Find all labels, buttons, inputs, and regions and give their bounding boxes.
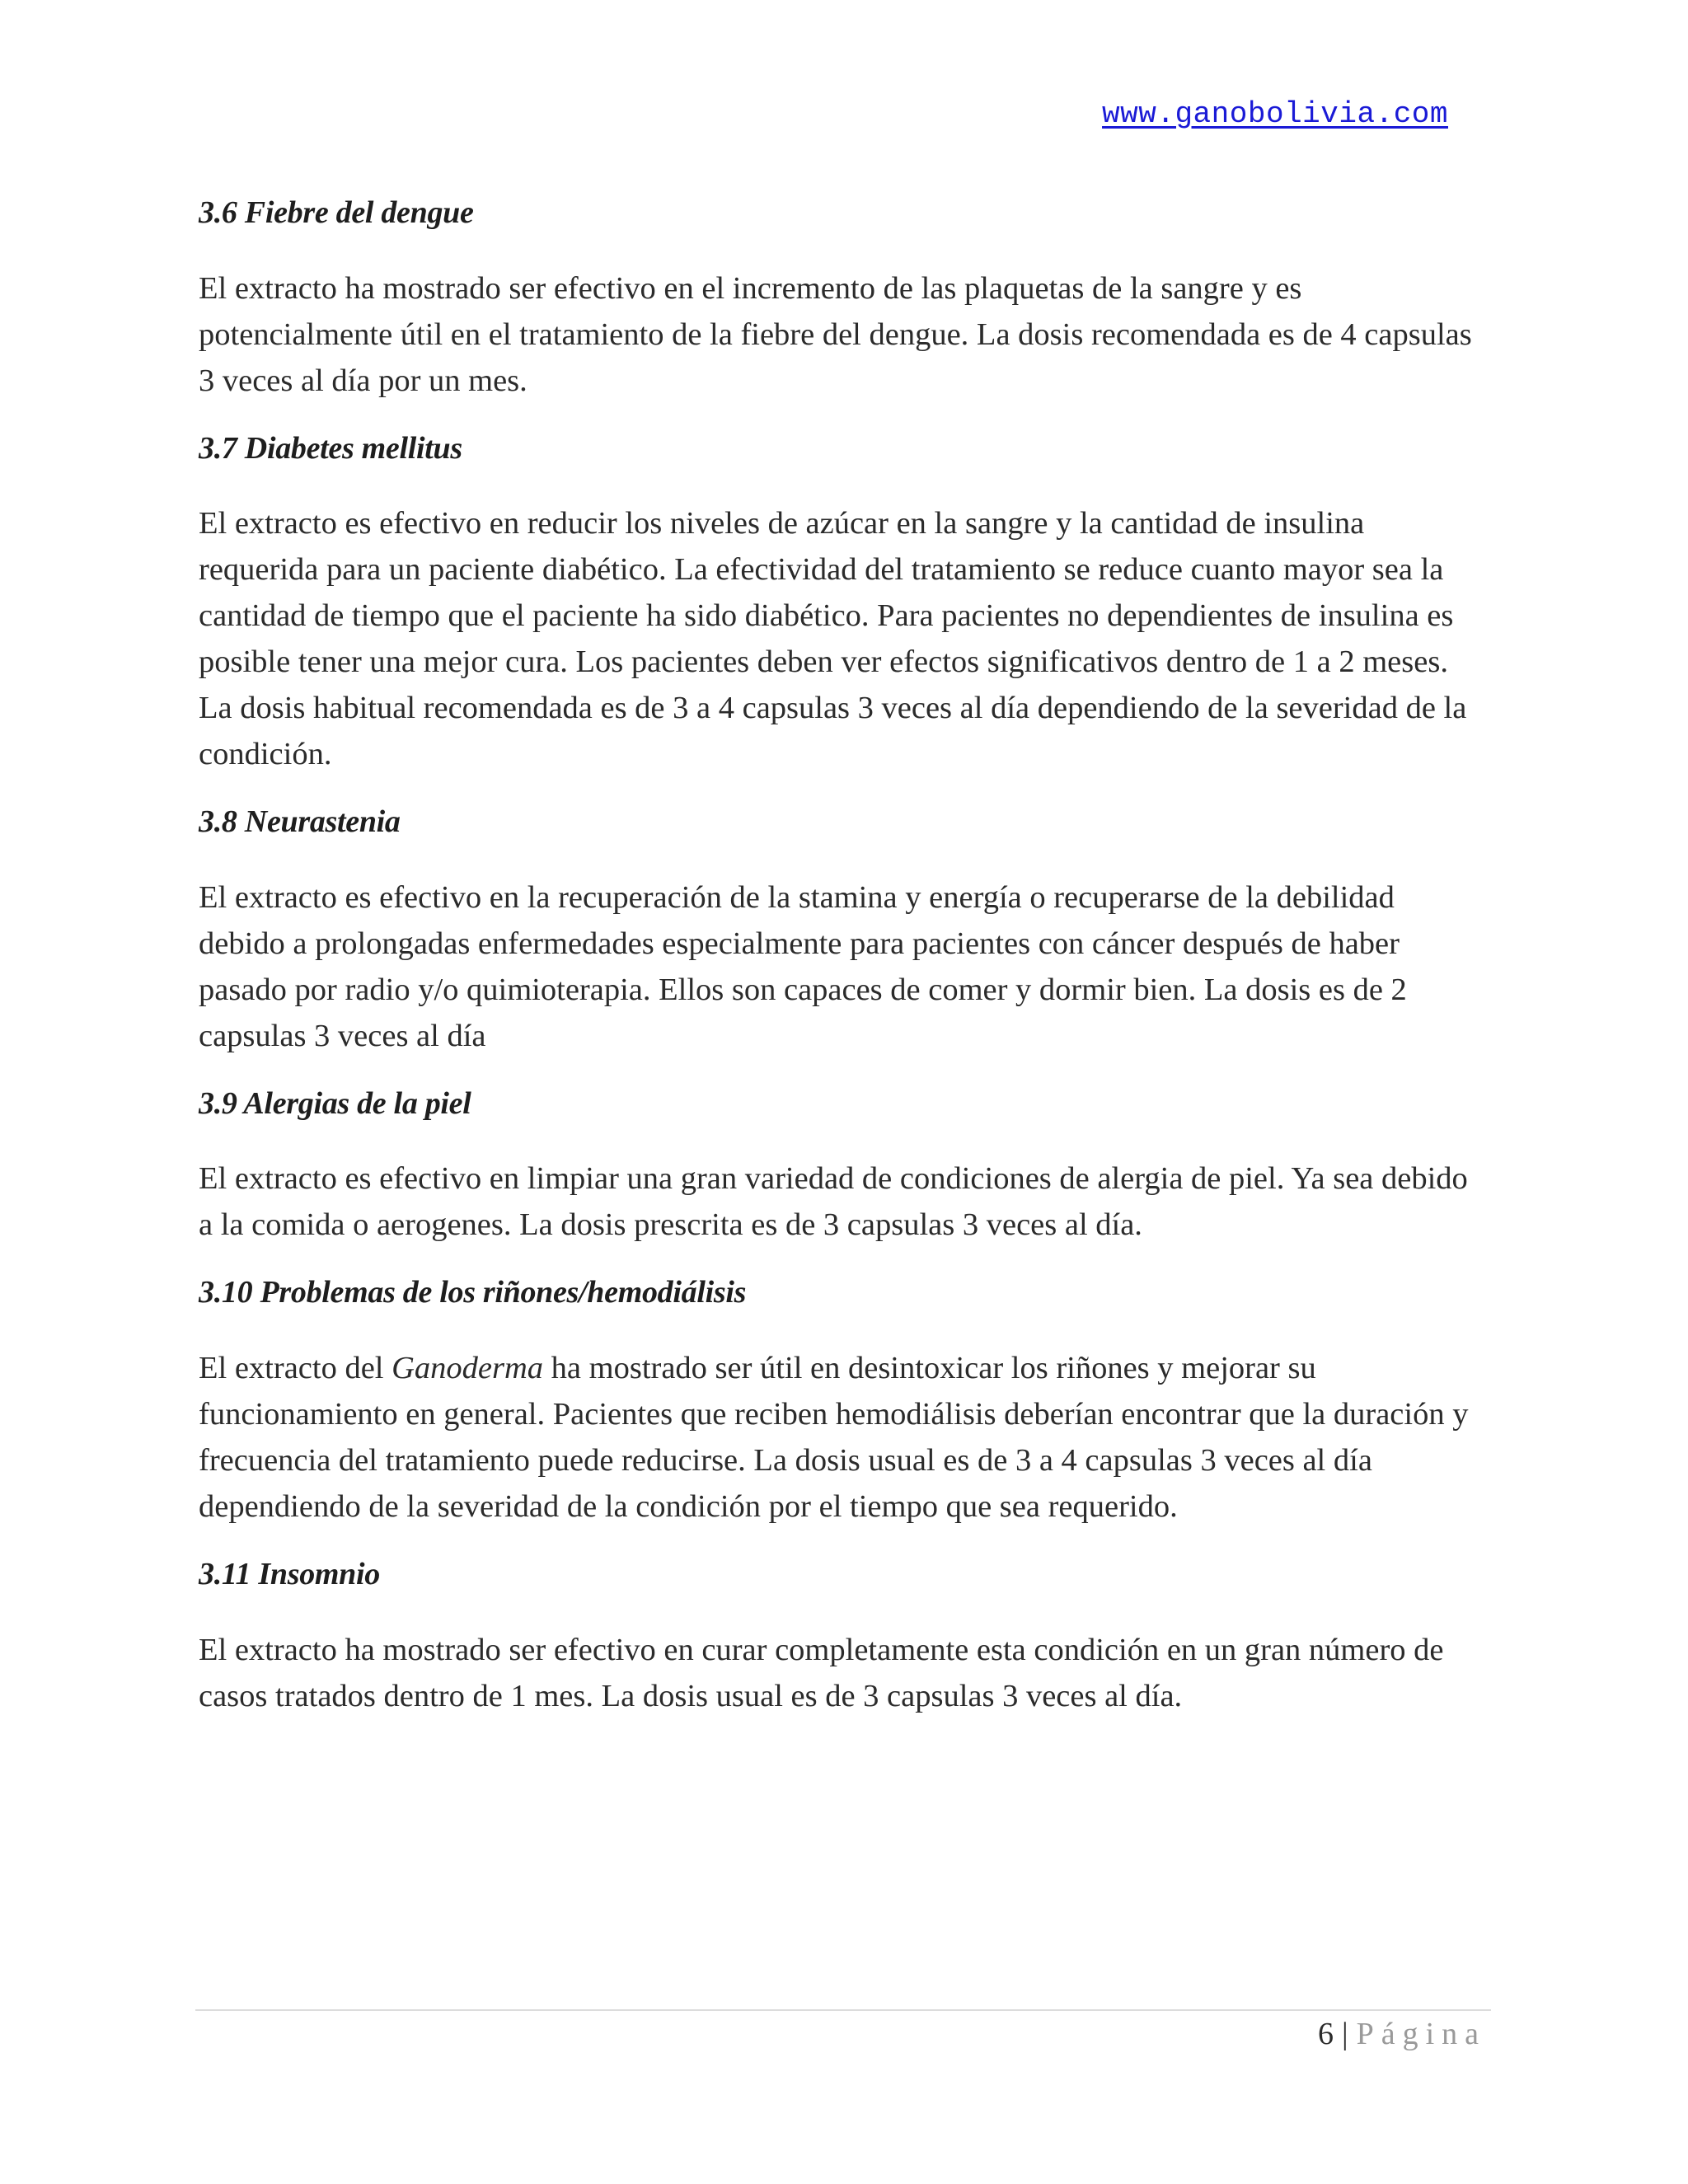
footer-separator: | (1341, 2017, 1348, 2051)
section-heading-alergias: 3.9 Alergias de la piel (199, 1085, 471, 1121)
footer-divider (195, 2009, 1491, 2011)
page-number: 6 (1317, 2017, 1334, 2051)
ganoderma-italic-term: Ganoderma (392, 1350, 544, 1385)
section-body-neurastenia: El extracto es efectivo en la recuperación de la stamina y energía o recuperarse de la debilidad debido a prolongadas enfermedades especialmente para pacientes con cáncer después de haber pasado por radio y/o quimioterapia. Ellos son capaces de comer y dormir bien. La dosis es de 2 capsulas 3 veces al día (199, 879, 1407, 1053)
page-label: Página (1356, 2017, 1486, 2051)
section-body-insomnio: El extracto ha mostrado ser efectivo en curar completamente esta condición en un gran número de casos tratados dentro de 1 mes. La dosis usual es de 3 capsulas 3 veces al día. (199, 1632, 1444, 1713)
document-content (199, 194, 1484, 1746)
section-body-rinones-part2: ha mostrado ser útil en desintoxicar los riñones y mejorar su funcionamiento en general. Pacientes que reciben hemodiálisis deberían encontrar que la duración y frecuencia del tratamiento puede reducirse. La dosis usual es de 3 a 4 capsulas 3 veces al día dependiendo de la severidad de la condición por el tiempo que sea requerido. (199, 1350, 1469, 1524)
section-body-rinones (199, 1345, 1484, 1530)
section-heading-rinones: 3.10 Problemas de los riñones/hemodiálisis (199, 1275, 747, 1310)
section-heading-insomnio: 3.11 Insomnio (199, 1556, 380, 1591)
section-heading-diabetes: 3.7 Diabetes mellitus (199, 430, 462, 466)
section-body-rinones-part1: El extracto del (199, 1350, 392, 1385)
section-body-diabetes: El extracto es efectivo en reducir los niveles de azúcar en la sangre y la cantidad de insulina requerida para un paciente diabético. La efectividad del tratamiento se reduce cuanto mayor sea la cantidad de tiempo que el paciente ha sido diabético. Para pacientes no dependientes de insulina es posible tener una mejor cura. Los pacientes deben ver efectos significativos dentro de 1 a 2 meses. La dosis habitual recomendada es de 3 a 4 capsulas 3 veces al día dependiendo de la severidad de la condición. (199, 506, 1467, 772)
section-heading-dengue: 3.6 Fiebre del dengue (199, 195, 474, 230)
section-body-dengue: El extracto ha mostrado ser efectivo en el incremento de las plaquetas de la sangre y es potencialmente útil en el tratamiento de la fiebre del dengue. La dosis recomendada es de 4 capsulas 3 veces al día por un mes. (199, 270, 1472, 398)
header-website-link[interactable]: www.ganobolivia.com (1102, 97, 1448, 131)
section-heading-neurastenia: 3.8 Neurastenia (199, 804, 401, 840)
page-footer (1318, 2016, 1486, 2052)
section-body-alergias: El extracto es efectivo en limpiar una gran variedad de condiciones de alergia de piel. Ya sea debido a la comida o aerogenes. La dosis prescrita es de 3 capsulas 3 veces al día. (199, 1161, 1468, 1243)
